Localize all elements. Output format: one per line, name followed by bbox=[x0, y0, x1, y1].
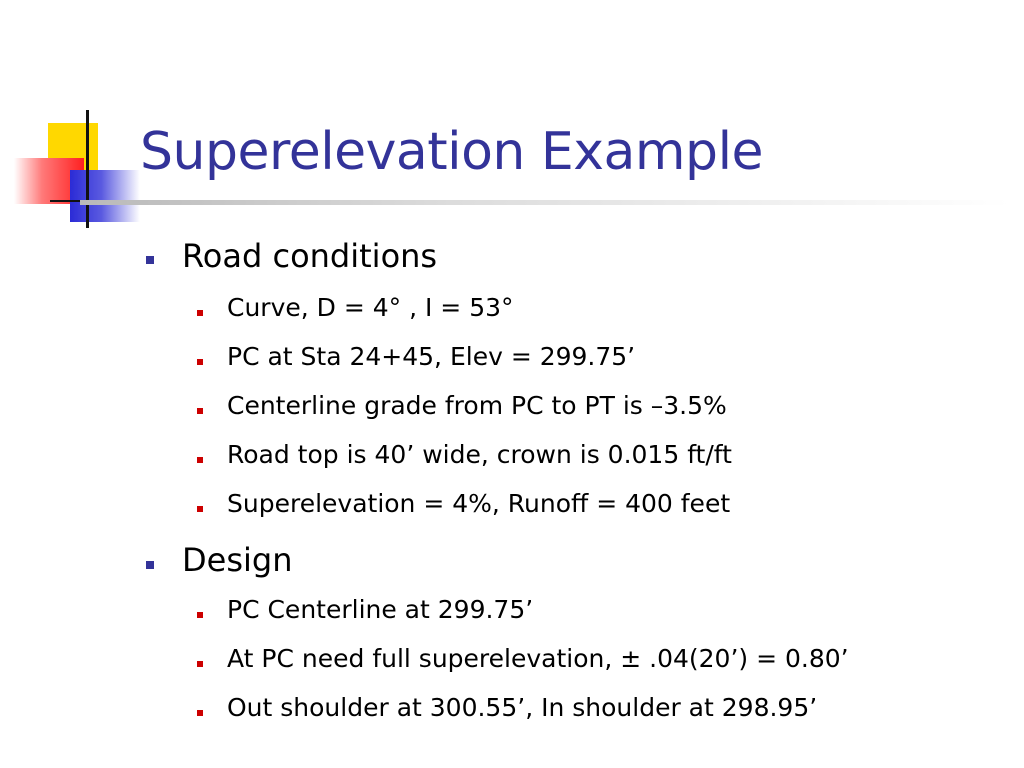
list-item: PC at Sta 24+45, Elev = 299.75’ bbox=[227, 342, 636, 371]
list-item: At PC need full superelevation, ± .04(20’) = 0.80’ bbox=[227, 644, 849, 673]
bullet-level2-icon bbox=[197, 457, 203, 463]
slide-title: Superelevation Example bbox=[140, 122, 764, 182]
bullet-level2-icon bbox=[197, 612, 203, 618]
list-item: Curve, D = 4° , I = 53° bbox=[227, 293, 514, 322]
bullet-level1-icon bbox=[146, 561, 154, 569]
section-heading-road-conditions: Road conditions bbox=[182, 237, 438, 275]
list-item: Superelevation = 4%, Runoff = 400 feet bbox=[227, 489, 731, 518]
bullet-level2-icon bbox=[197, 710, 203, 716]
list-item: Out shoulder at 300.55’, In shoulder at 298.95’ bbox=[227, 693, 818, 722]
section-heading-design: Design bbox=[182, 541, 293, 579]
list-item: Road top is 40’ wide, crown is 0.015 ft/ft bbox=[227, 440, 732, 469]
bullet-level2-icon bbox=[197, 310, 203, 316]
bullet-level2-icon bbox=[197, 359, 203, 365]
bullet-level2-icon bbox=[197, 506, 203, 512]
bullet-level2-icon bbox=[197, 408, 203, 414]
list-item: Centerline grade from PC to PT is –3.5% bbox=[227, 391, 727, 420]
bullet-level2-icon bbox=[197, 661, 203, 667]
bullet-level1-icon bbox=[146, 256, 154, 264]
list-item: PC Centerline at 299.75’ bbox=[227, 595, 534, 624]
